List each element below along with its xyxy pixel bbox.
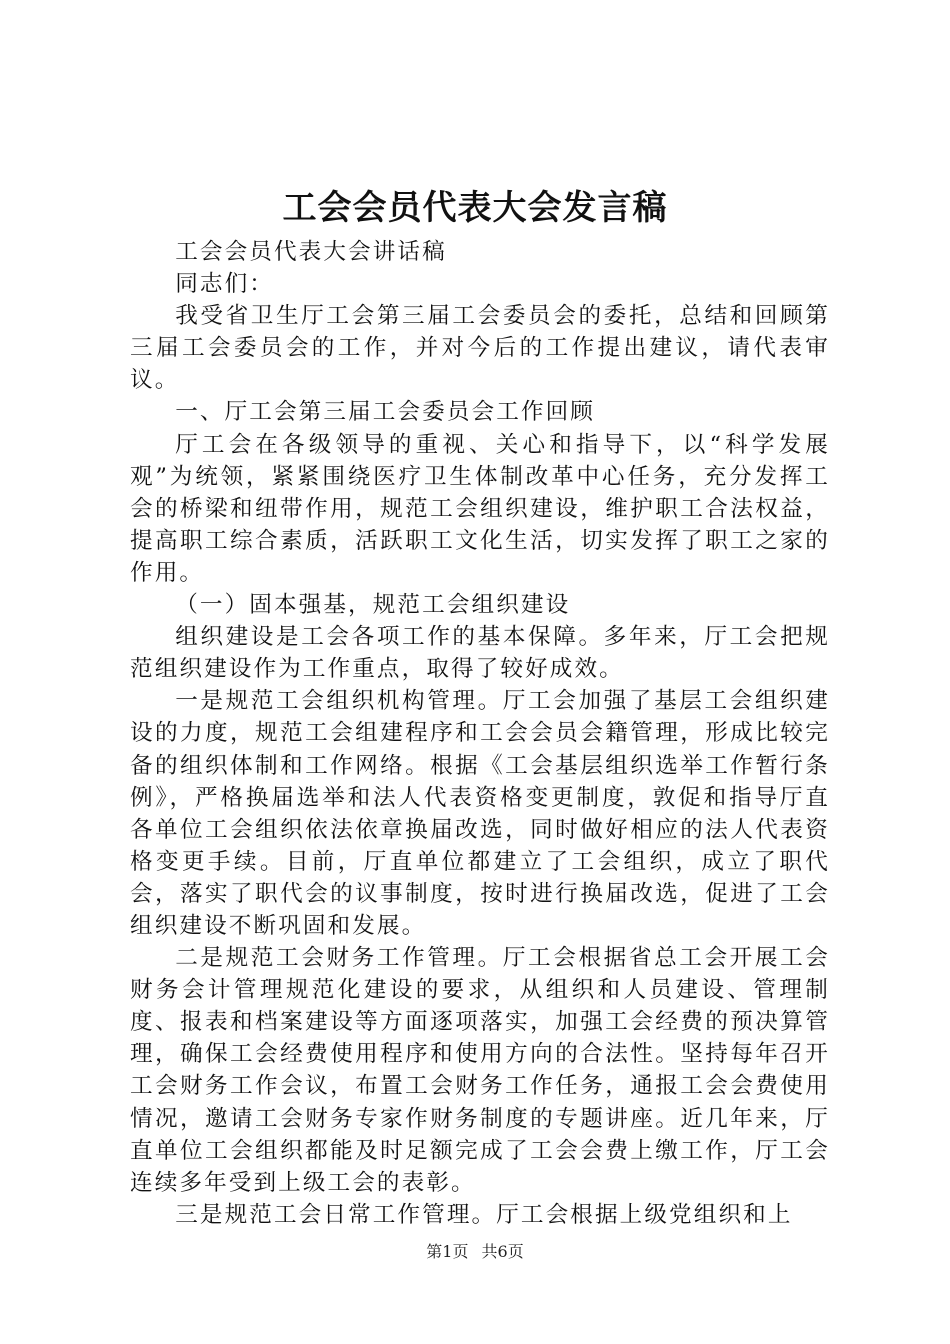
document-title: 工会会员代表大会发言稿	[282, 188, 668, 228]
paragraph: 我受省卫生厅工会第三届工会委员会的委托，总结和回顾第三届工会委员会的工作，并对今后的工作提出建议，请代表审议。	[130, 303, 830, 394]
paragraph-subtitle: 工会会员代表大会讲话稿	[175, 239, 447, 265]
subsection-heading: （一）固本强基，规范工会组织建设	[175, 592, 571, 619]
document-body	[130, 236, 830, 1231]
paragraph: 一是规范工会组织机构管理。厅工会加强了基层工会组织建设的力度，规范工会组建程序和工会会员会籍管理，形成比较完备的组织体制和工作网络。根据《工会基层组织选举工作暂行条例》，严格换届选举和法人代表资格变更制度，敦促和指导厅直各单位工会组织依法依章换届改选，同时做好相应的法人代表资格变更手续。目前，厅直单位都建立了工会组织，成立了职代会，落实了职代会的议事制度，按时进行换届改选，促进了工会组织建设不断巩固和发展。	[130, 688, 830, 939]
section-heading: 一、厅工会第三届工会委员会工作回顾	[175, 399, 595, 426]
paragraph: 二是规范工会财务工作管理。厅工会根据省总工会开展工会财务会计管理规范化建设的要求，从组织和人员建设、管理制度、报表和档案建设等方面逐项落实，加强工会经费的预决算管理，确保工会经费使用程序和使用方向的合法性。坚持每年召开工会财务工作会议，布置工会财务工作任务，通报工会会费使用情况，邀请工会财务专家作财务制度的专题讲座。近几年来，厅直单位工会组织都能及时足额完成了工会会费上缴工作，厅工会连续多年受到上级工会的表彰。	[130, 945, 830, 1196]
page-footer	[0, 1240, 950, 1264]
paragraph: 三是规范工会日常工作管理。厅工会根据上级党组织和上	[175, 1201, 793, 1228]
paragraph: 厅工会在各级领导的重视、关心和指导下，以“科学发展观”为统领，紧紧围绕医疗卫生体制改革中心任务，充分发挥工会的桥梁和纽带作用，规范工会组织建设，维护职工合法权益，提高职工综合素质，活跃职工文化生活，切实发挥了职工之家的作用。	[130, 431, 830, 586]
paragraph-salutation: 同志们：	[175, 271, 274, 298]
paragraph: 组织建设是工会各项工作的基本保障。多年来，厅工会把规范组织建设作为工作重点，取得了较好成效。	[130, 624, 830, 683]
page-number: 第1页	[426, 1242, 469, 1261]
page-total: 共6页	[481, 1242, 524, 1261]
